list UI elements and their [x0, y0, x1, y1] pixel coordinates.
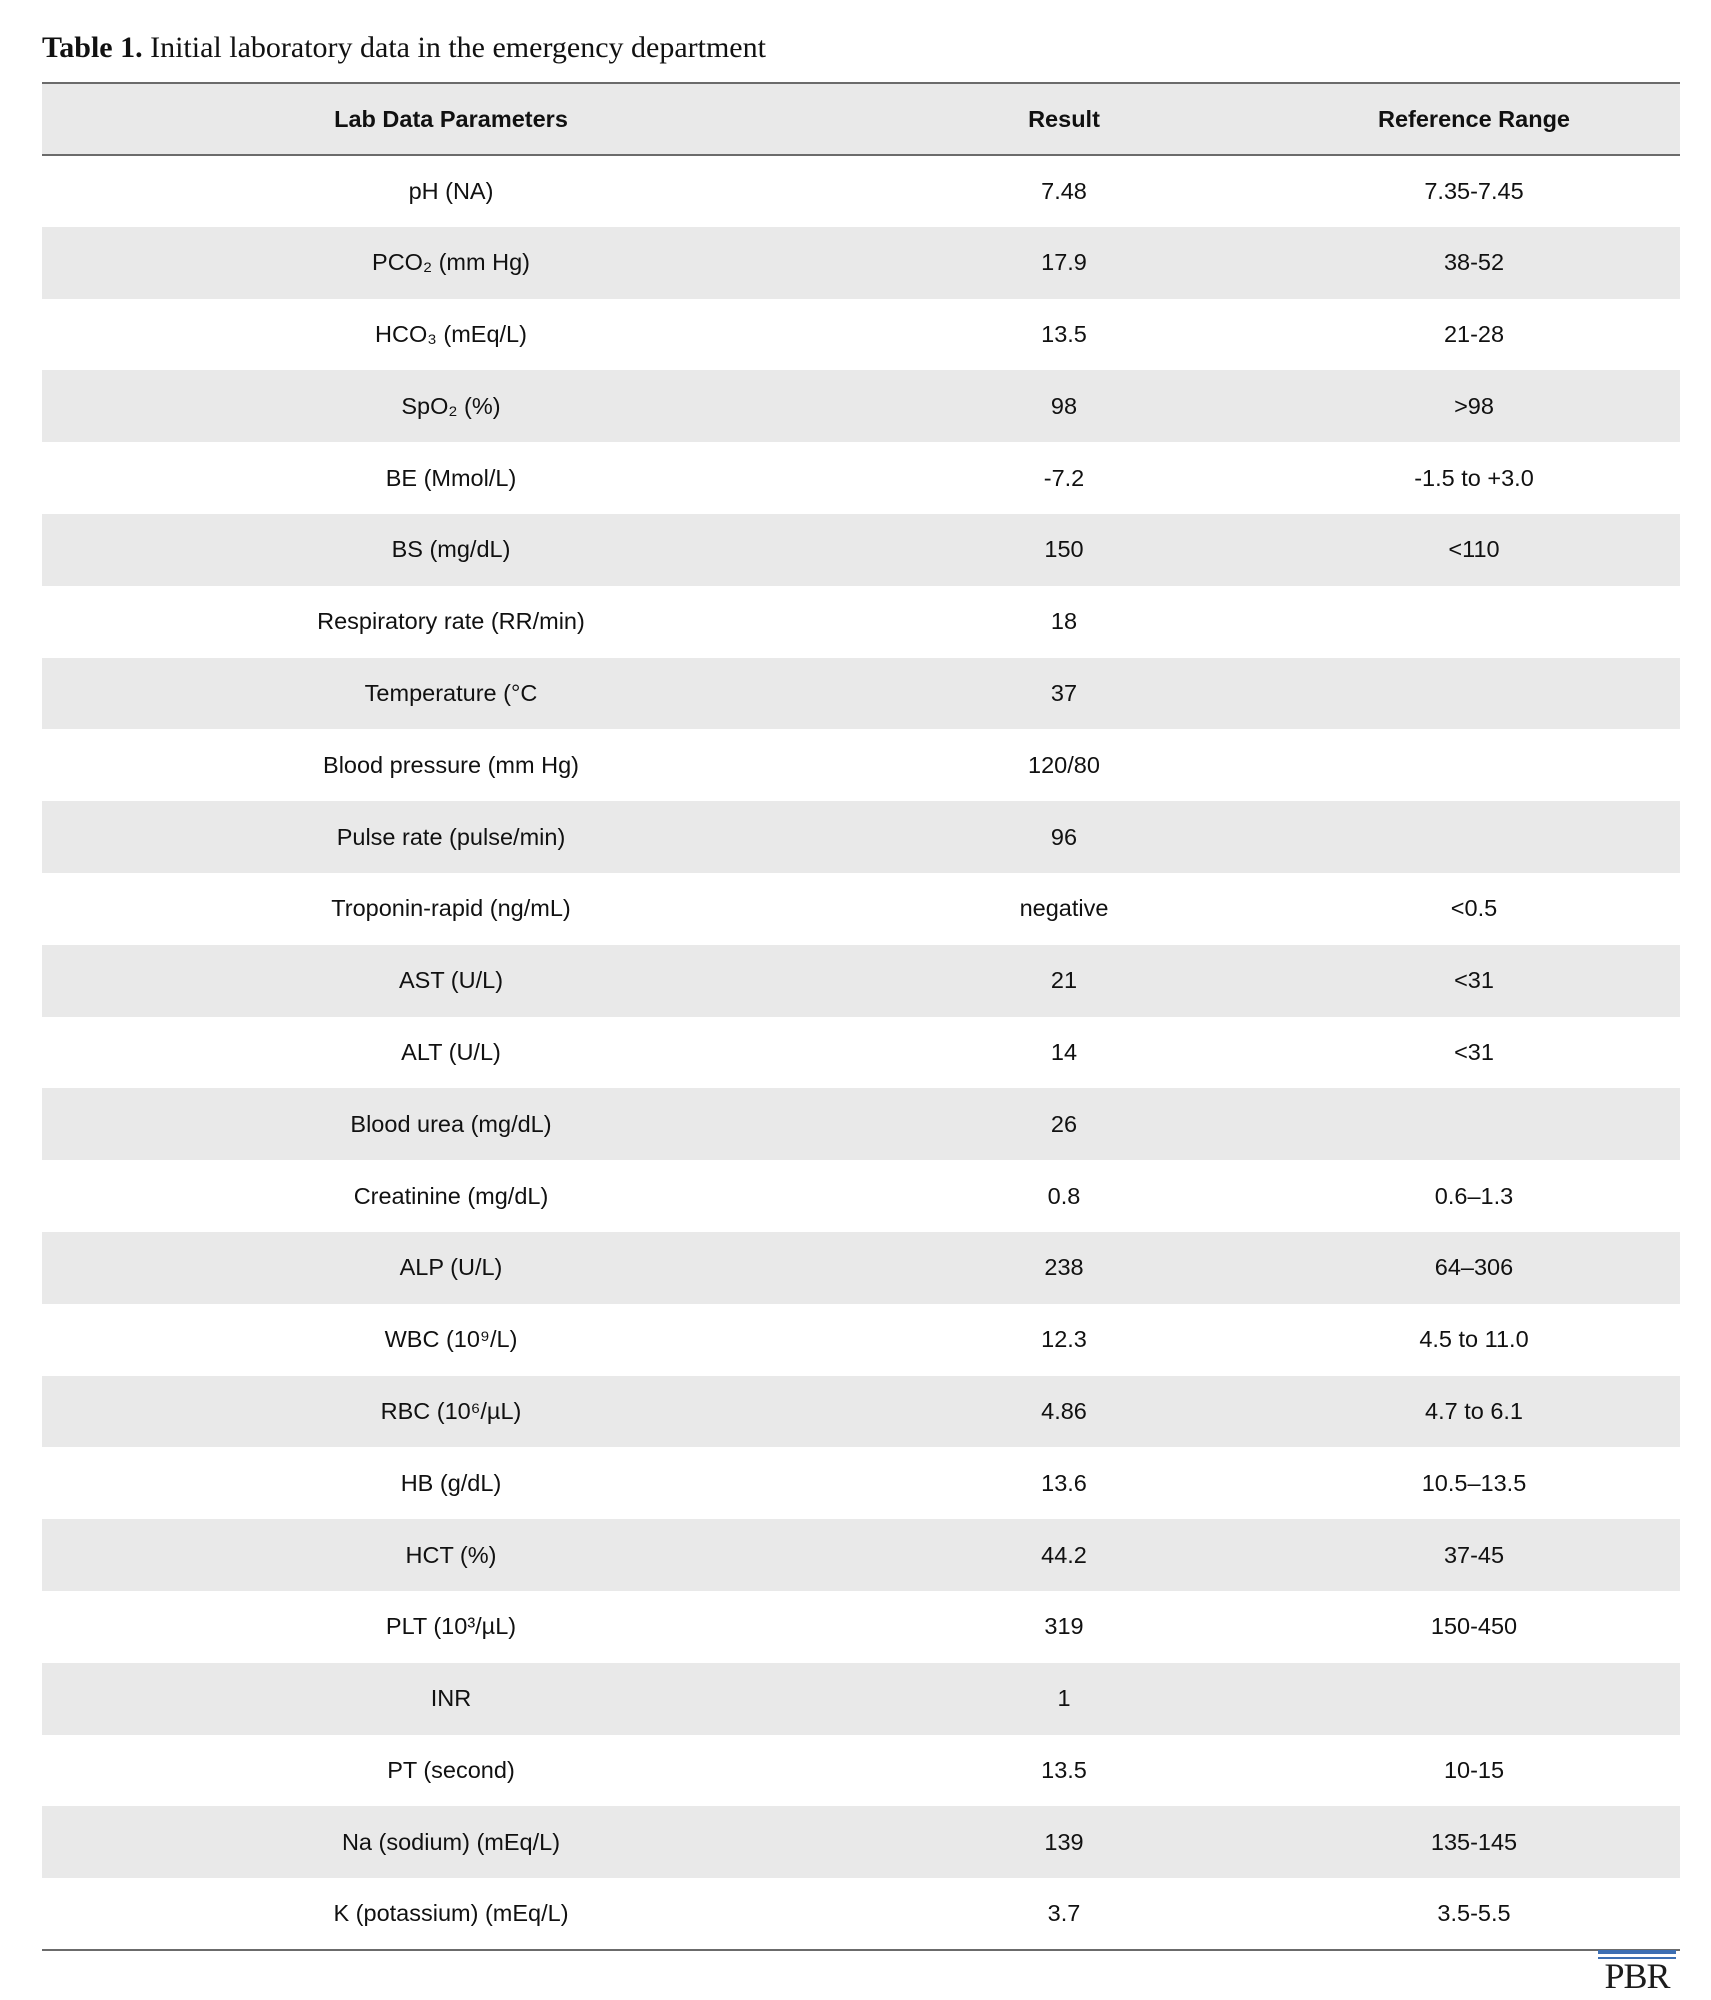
cell-reference-range [1268, 1663, 1680, 1735]
cell-result: 14 [1050, 1038, 1078, 1065]
cell-parameter: RBC (10⁶/µL) [380, 1397, 522, 1424]
lab-data-table-container [42, 82, 1680, 1951]
cell-result: -7.2 [1043, 464, 1085, 491]
cell-parameter: SpO₂ (%) [401, 392, 501, 419]
table-row [42, 658, 1680, 730]
table-row [42, 729, 1680, 801]
cell-parameter: AST (U/L) [398, 967, 504, 994]
table-header [42, 83, 1680, 155]
cell-result: 44.2 [1041, 1541, 1087, 1568]
table-row [42, 1447, 1680, 1519]
cell-result: 12.3 [1041, 1326, 1087, 1353]
cell-result: 18 [1050, 608, 1078, 635]
cell-result: 319 [1044, 1613, 1084, 1640]
cell-reference-range: 0.6–1.3 [1434, 1182, 1514, 1209]
cell-result: 13.5 [1041, 1756, 1087, 1783]
cell-parameter: HB (g/dL) [400, 1469, 502, 1496]
cell-reference-range: 150-450 [1430, 1613, 1518, 1640]
header-parameter: Lab Data Parameters [334, 105, 568, 132]
cell-parameter: pH (NA) [408, 177, 494, 204]
cell-reference-range: 4.7 to 6.1 [1425, 1397, 1523, 1424]
table-row [42, 1519, 1680, 1591]
cell-parameter: K (potassium) (mEq/L) [333, 1900, 569, 1927]
cell-reference-range: 21-28 [1443, 320, 1505, 347]
cell-reference-range [1268, 1088, 1680, 1160]
cell-reference-range [1268, 658, 1680, 730]
cell-parameter: Na (sodium) (mEq/L) [341, 1828, 561, 1855]
table-caption-label: Table 1. [42, 31, 143, 64]
cell-parameter: Respiratory rate (RR/min) [317, 608, 585, 635]
cell-parameter: BE (Mmol/L) [385, 464, 517, 491]
cell-reference-range: 37-45 [1443, 1541, 1505, 1568]
table-row [42, 873, 1680, 945]
cell-reference-range: 7.35-7.45 [1424, 177, 1524, 204]
table-caption [42, 26, 766, 70]
cell-parameter: ALT (U/L) [401, 1038, 501, 1065]
cell-result: 26 [1050, 1110, 1078, 1137]
cell-result: 139 [1044, 1828, 1084, 1855]
table-row [42, 1376, 1680, 1448]
cell-reference-range: <31 [1454, 1038, 1494, 1065]
cell-parameter: Creatinine (mg/dL) [353, 1182, 549, 1209]
table-row [42, 1088, 1680, 1160]
cell-result: negative [1019, 895, 1109, 922]
table-row [42, 514, 1680, 586]
cell-reference-range: <0.5 [1450, 895, 1498, 922]
cell-reference-range [1268, 729, 1680, 801]
cell-result: 13.5 [1041, 320, 1087, 347]
table-row [42, 1878, 1680, 1950]
cell-result: 7.48 [1041, 177, 1087, 204]
table-row [42, 801, 1680, 873]
cell-result: 17.9 [1041, 249, 1087, 276]
cell-parameter: INR [430, 1685, 472, 1712]
table-row [42, 1232, 1680, 1304]
cell-reference-range: >98 [1454, 392, 1494, 419]
cell-reference-range: 10-15 [1443, 1756, 1505, 1783]
cell-parameter: PLT (10³/µL) [385, 1613, 517, 1640]
cell-parameter: Blood pressure (mm Hg) [323, 751, 579, 778]
cell-result: 120/80 [1028, 751, 1100, 778]
cell-reference-range [1268, 586, 1680, 658]
cell-result: 98 [1050, 392, 1078, 419]
table-row [42, 1160, 1680, 1232]
cell-result: 96 [1050, 823, 1078, 850]
cell-parameter: WBC (10⁹/L) [384, 1326, 518, 1353]
cell-parameter: Pulse rate (pulse/min) [336, 823, 566, 850]
cell-result: 37 [1050, 679, 1078, 706]
cell-reference-range: 3.5-5.5 [1437, 1900, 1511, 1927]
table-row [42, 370, 1680, 442]
header-reference-range: Reference Range [1378, 105, 1570, 132]
cell-reference-range: -1.5 to +3.0 [1414, 464, 1534, 491]
table-row [42, 442, 1680, 514]
table-row [42, 1017, 1680, 1089]
header-result: Result [1028, 105, 1100, 132]
cell-parameter: PCO₂ (mm Hg) [372, 249, 530, 276]
cell-reference-range: 64–306 [1434, 1254, 1514, 1281]
cell-parameter: Blood urea (mg/dL) [350, 1110, 552, 1137]
pbr-logo [1598, 1950, 1676, 1994]
table-caption-text: Initial laboratory data in the emergency department [150, 31, 766, 64]
table-row [42, 1806, 1680, 1878]
cell-reference-range: <31 [1454, 967, 1494, 994]
cell-result: 21 [1050, 967, 1078, 994]
cell-result: 238 [1044, 1254, 1084, 1281]
cell-reference-range: 4.5 to 11.0 [1419, 1326, 1529, 1353]
table-row [42, 586, 1680, 658]
cell-result: 0.8 [1047, 1182, 1081, 1209]
cell-parameter: ALP (U/L) [399, 1254, 503, 1281]
cell-reference-range: 135-145 [1430, 1828, 1518, 1855]
table-body [42, 155, 1680, 1950]
table-row [42, 945, 1680, 1017]
logo-bar [1598, 1950, 1676, 1954]
table-row [42, 227, 1680, 299]
table-row [42, 1591, 1680, 1663]
table-row [42, 1735, 1680, 1807]
table-row [42, 155, 1680, 227]
cell-reference-range: <110 [1448, 536, 1500, 563]
header-row [42, 83, 1680, 155]
cell-result: 150 [1044, 536, 1084, 563]
cell-result: 1 [1057, 1685, 1071, 1712]
cell-parameter: BS (mg/dL) [391, 536, 511, 563]
cell-result: 3.7 [1047, 1900, 1081, 1927]
cell-parameter: PT (second) [387, 1756, 515, 1783]
cell-result: 4.86 [1041, 1397, 1087, 1424]
logo-text: PBR [1604, 1956, 1670, 1996]
cell-reference-range: 10.5–13.5 [1421, 1469, 1527, 1496]
cell-parameter: HCO₃ (mEq/L) [375, 320, 527, 347]
table-row [42, 1663, 1680, 1735]
table-row [42, 1304, 1680, 1376]
cell-parameter: Temperature (°C [364, 679, 538, 706]
cell-reference-range: 38-52 [1443, 249, 1505, 276]
table-row [42, 299, 1680, 371]
lab-data-table [42, 82, 1680, 1951]
cell-reference-range [1268, 801, 1680, 873]
cell-parameter: HCT (%) [405, 1541, 497, 1568]
cell-parameter: Troponin-rapid (ng/mL) [331, 895, 571, 922]
cell-result: 13.6 [1041, 1469, 1087, 1496]
